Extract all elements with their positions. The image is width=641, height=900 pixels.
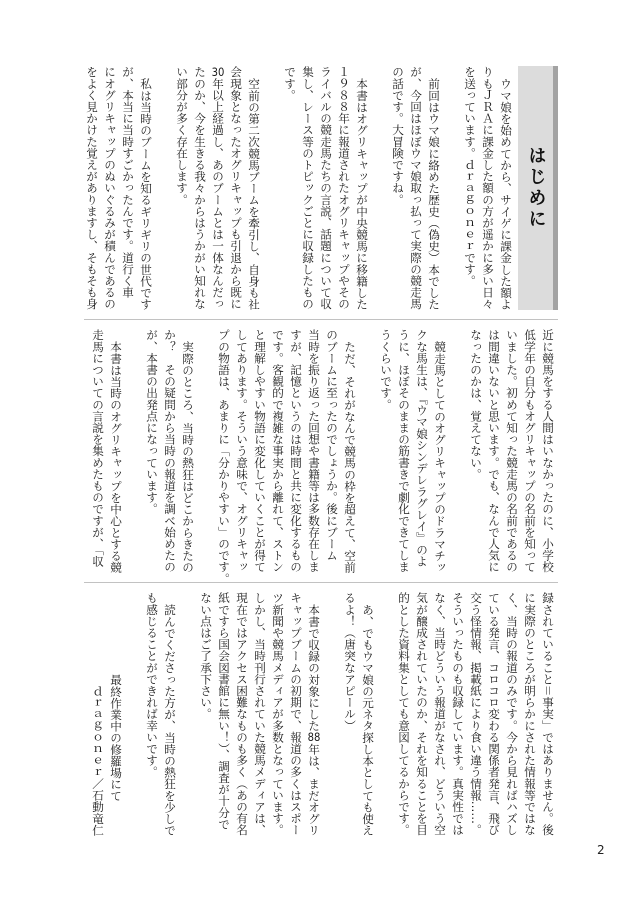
- paragraph: [467, 329, 557, 573]
- signature-note: 最終作業中の修羅場にて: [109, 673, 123, 802]
- paragraph: [389, 66, 443, 310]
- text-line: も感じることができれば幸いです。: [145, 592, 159, 778]
- text-line: は間違いないと思います。でも、なんで人気に: [487, 329, 501, 573]
- paragraph: [395, 592, 557, 836]
- text-line: るよ！（唐突なアピール）: [343, 592, 357, 732]
- paragraph: [197, 592, 323, 836]
- text-line: か？ その疑問から当時の報道を調べ始めたの: [163, 329, 177, 573]
- text-tier-upper: [83, 66, 515, 310]
- text-line: うに、ほぼそのままの筋書きで劇化できてしま: [397, 329, 411, 573]
- text-line: 本書はオグリキャップが中央競馬に移籍した: [355, 77, 369, 310]
- paragraph: [377, 329, 449, 573]
- text-line: なく、当時どういう報道がなされ、どういう空: [433, 592, 447, 836]
- text-line: が、本当に当時すごかったんです。道行く車: [121, 66, 135, 298]
- text-line: い部分が多く存在します。: [175, 66, 189, 206]
- text-line: 集し、レース等のトピックごとに収録したもの: [301, 66, 315, 310]
- text-line: りもＪＲＡに課金した額の方が遥かに多い日々: [481, 66, 495, 310]
- text-line: です。: [283, 66, 297, 101]
- text-line: をよく見かけた覚えがありますし、そもそも身: [85, 66, 99, 310]
- text-line: 読んでくださった方が、当時の熱狂を少しで: [163, 603, 177, 836]
- text-tier-middle: [89, 329, 557, 585]
- text-line: しかし、当時刊行されていた競馬メディアは、: [253, 592, 267, 836]
- text-line: にオグリキャップのぬいぐるみが積んであるの: [103, 66, 117, 310]
- text-line: １９８８年に報道されたオグリキャップやその: [337, 66, 351, 310]
- text-line: に実際のところが明らかにされた情報等ではな: [523, 592, 537, 836]
- text-line: く、当時の報道のみです。今から見ればハズし: [505, 592, 519, 836]
- text-line: なったのかは、覚えてない。: [469, 329, 483, 480]
- text-line: のブームに至ったのでしょうか。後にブーム: [325, 329, 339, 561]
- paragraph: [143, 592, 179, 836]
- chapter-title-box: [518, 66, 558, 310]
- text-line: と理解しやすい物語に変化していくことが得て: [253, 329, 267, 573]
- tate-chu-yoko-number: 30: [211, 66, 225, 78]
- text-line: 本書で収録の対象にした88年は、まだオグリ: [307, 603, 321, 836]
- text-line: です。客観的で複雑な事実から離れて、ストン: [271, 329, 285, 573]
- text-line: キャップブームの初期で、報道の多くはスポー: [289, 592, 303, 836]
- signature-block: [89, 592, 125, 836]
- paragraph: [215, 329, 359, 585]
- text-line: 低学年の自分もオグリキャップの名前を知って: [523, 329, 537, 573]
- text-line: いました。初めて知った競走馬の名前であるの: [505, 329, 519, 573]
- tier-divider: [84, 319, 558, 320]
- text-line: の話です。大冒険ですね。: [391, 66, 405, 206]
- paragraph: [173, 66, 263, 310]
- paragraph: [83, 66, 155, 310]
- paragraph: [281, 66, 371, 310]
- text-line: ただ、それがなんで競馬の枠を超えて、空前: [343, 340, 357, 573]
- paragraph: [143, 329, 197, 573]
- text-line: 空前の第二次競馬ブームを牽引し、自身も社: [247, 77, 261, 310]
- text-line: ライバルの競走馬たちの言説、話題について収: [319, 66, 333, 310]
- text-line: 私は当時のブームを知るギリギリの世代です: [139, 77, 153, 310]
- text-line: 走馬についての言説を集めたものですが、「収: [91, 329, 105, 567]
- text-line: 当時を振り返った回想や書籍等は多数存在しま: [307, 329, 321, 573]
- text-line: クな馬生は、『ウマ娘シンデレラグレイ』のよ: [415, 329, 429, 567]
- text-line: 30年以上経過し、あのブームとは一体なんだっ: [211, 66, 225, 310]
- text-line: たのか、今を生きる我々からはうかがい知れな: [193, 66, 207, 310]
- text-line: うくらいです。: [379, 329, 393, 411]
- text-line: プの物語は、あまりに「分かりやすい」のです。: [217, 329, 231, 585]
- tate-chu-yoko-number: 88: [307, 731, 321, 743]
- paragraph: [89, 329, 125, 573]
- text-line: が、今回はほぼウマ娘取っ払って実際の競走馬: [409, 66, 423, 310]
- tier-divider: [84, 582, 558, 583]
- chapter-title: はじめに: [525, 146, 547, 230]
- text-line: 近に競馬をする人間はいなかったのに、小学校: [541, 329, 555, 573]
- text-line: ウマ娘を始めてから、サイゲに課金した額よ: [499, 77, 513, 310]
- text-line: してあります。そういう意味で、オグリキャッ: [235, 329, 249, 573]
- text-line: 録されていること＝事実」ではありません。後: [541, 592, 555, 836]
- page-number: 2: [597, 843, 605, 857]
- text-line: 会現象となったオグリキャップも引退から既に: [229, 66, 243, 310]
- text-line: 気が醸成されていたのか、それを知ることを目: [415, 592, 429, 836]
- text-line: 前回はウマ娘に絡めた歴史（偽史）本でした: [427, 77, 441, 310]
- text-line: あ、でもウマ娘の元ネタ探し本としても使え: [361, 603, 375, 836]
- text-line: 本書は当時のオグリキャップを中心とする競: [109, 340, 123, 573]
- text-line: ない点はご了承下さい。: [199, 592, 213, 720]
- text-line: を送っています。ｄｒａｇｏｎｅｒです。: [463, 66, 477, 287]
- paragraph: [341, 592, 377, 836]
- text-line: 現在ではアクセス困難なものも多く（あの有名: [235, 592, 249, 836]
- paragraph: [461, 66, 515, 310]
- text-line: すが、記憶というのは時間と共に変化するもの: [289, 329, 303, 573]
- text-line: ている発言、コロコロ変わる関係者発言、飛び: [487, 592, 501, 836]
- text-line: そういったものも収録しています。真実性では: [451, 592, 465, 836]
- text-line: ツ新聞や競馬メディアが多数となっています。: [271, 592, 285, 836]
- text-line: 実際のところ、当時の熱狂はどこからきたの: [181, 340, 195, 573]
- signature-author: ｄｒａｇｏｎｅｒ／石動竜仁: [91, 685, 105, 836]
- text-line: 交う怪情報、掲載紙により食い違う情報……。: [469, 592, 483, 836]
- text-line: 的とした資料集としても意図してるからです。: [397, 592, 411, 836]
- text-tier-lower: [89, 592, 557, 836]
- text-line: が、本書の出発点になっています。: [145, 329, 159, 515]
- text-line: 紙ですら国会図書館に無い！）、調査が十分で: [217, 592, 231, 830]
- text-line: 競走馬としてのオグリキャップのドラマチッ: [433, 340, 447, 573]
